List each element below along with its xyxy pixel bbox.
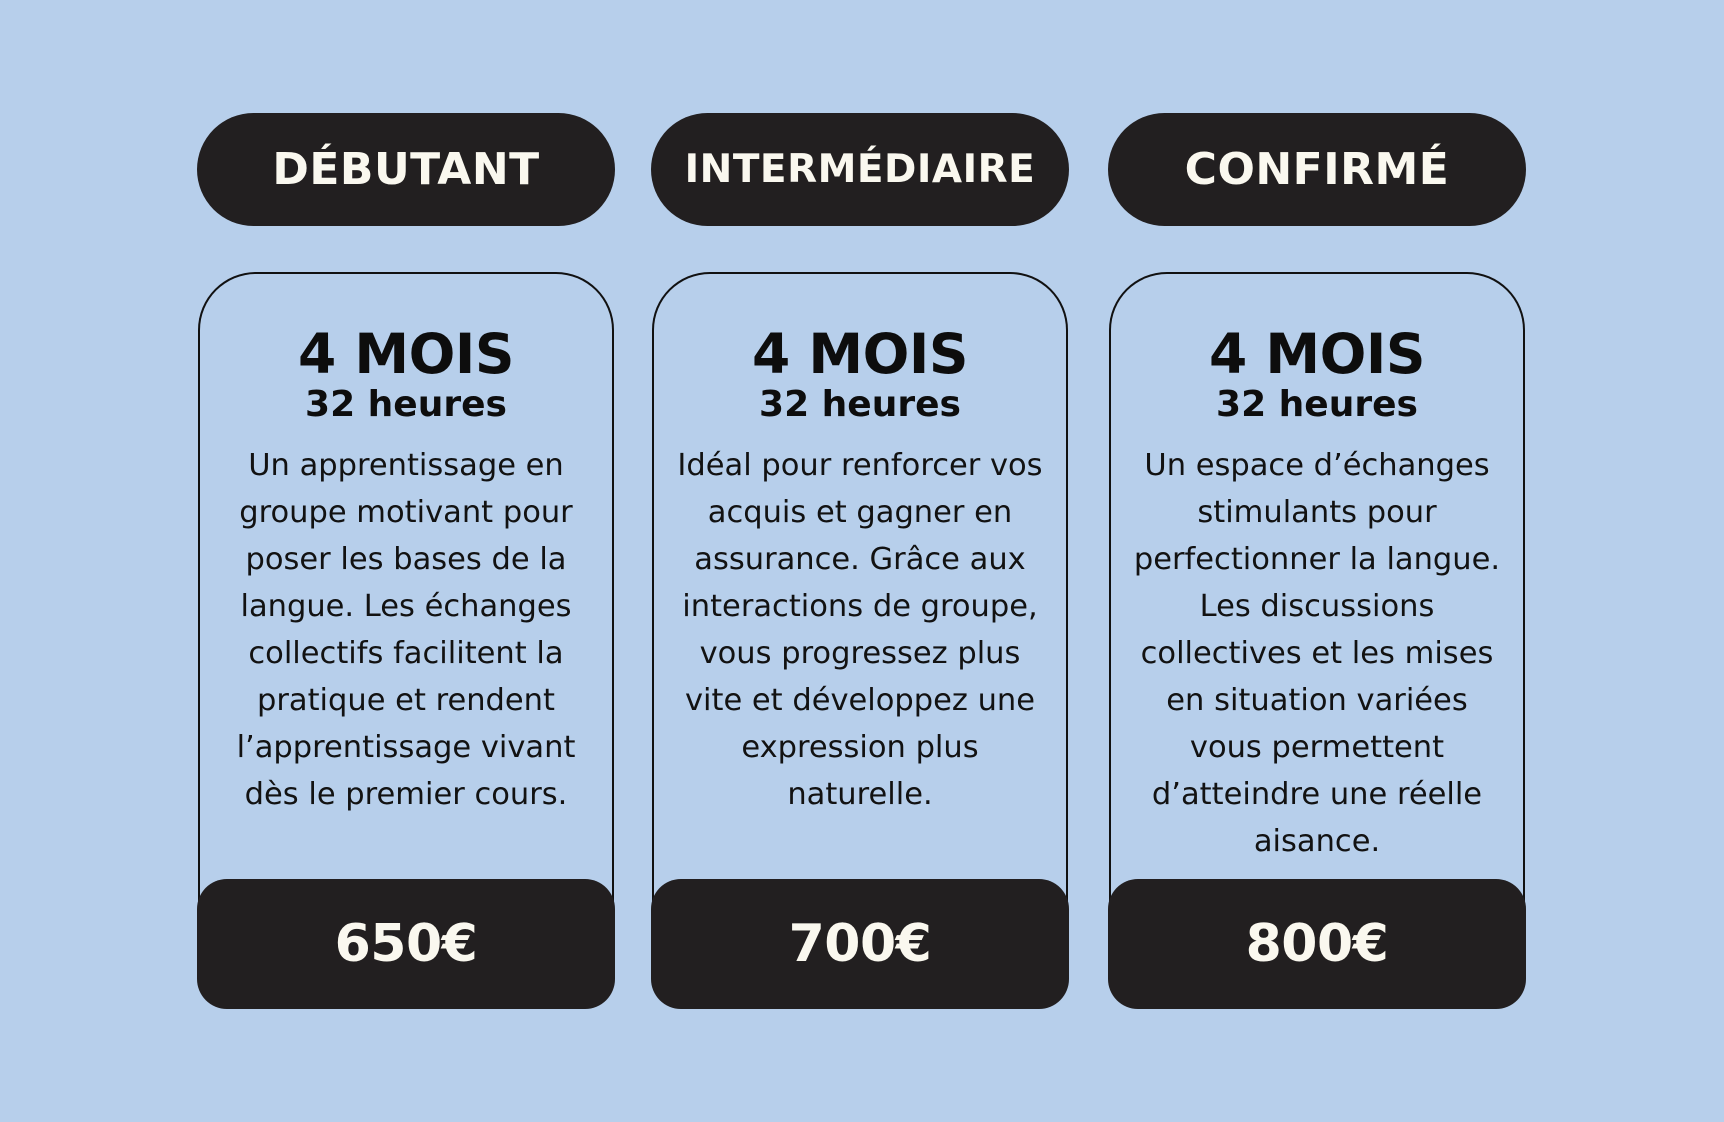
price-tag-intermediaire: 700€ xyxy=(651,879,1069,1009)
plan-description: Un espace d’échanges stimulants pour perfectionner la langue. Les discussions collectives et les mises en situation variées vous permettent d’atteindre une réelle aisance. xyxy=(1133,448,1501,859)
plan-hours: 32 heures xyxy=(1216,384,1418,425)
plan-hours: 32 heures xyxy=(305,384,507,425)
level-badge-confirme: CONFIRMÉ xyxy=(1108,113,1526,226)
price-tag-confirme: 800€ xyxy=(1108,879,1526,1009)
plan-duration: 4 MOIS xyxy=(752,322,968,386)
plan-hours: 32 heures xyxy=(759,384,961,425)
plan-column-confirme xyxy=(1108,113,1526,1009)
plan-card-confirme xyxy=(1109,272,1525,924)
plan-description: Idéal pour renforcer vos acquis et gagner en assurance. Grâce aux interactions de groupe, vous progressez plus vite et développez une expression plus naturelle. xyxy=(677,448,1043,812)
plan-column-intermediaire xyxy=(651,113,1069,1009)
price-tag-debutant: 650€ xyxy=(197,879,615,1009)
plan-description: Un apprentissage en groupe motivant pour poser les bases de la langue. Les échanges collectifs facilitent la pratique et rendent l’apprentissage vivant dès le premier cours. xyxy=(236,448,576,812)
plan-duration: 4 MOIS xyxy=(1209,322,1425,386)
plan-duration: 4 MOIS xyxy=(298,322,514,386)
level-badge-debutant: DÉBUTANT xyxy=(197,113,615,226)
plan-card-intermediaire xyxy=(652,272,1068,924)
plan-card-debutant xyxy=(198,272,614,924)
plan-column-debutant xyxy=(197,113,615,1009)
level-badge-intermediaire: INTERMÉDIAIRE xyxy=(651,113,1069,226)
